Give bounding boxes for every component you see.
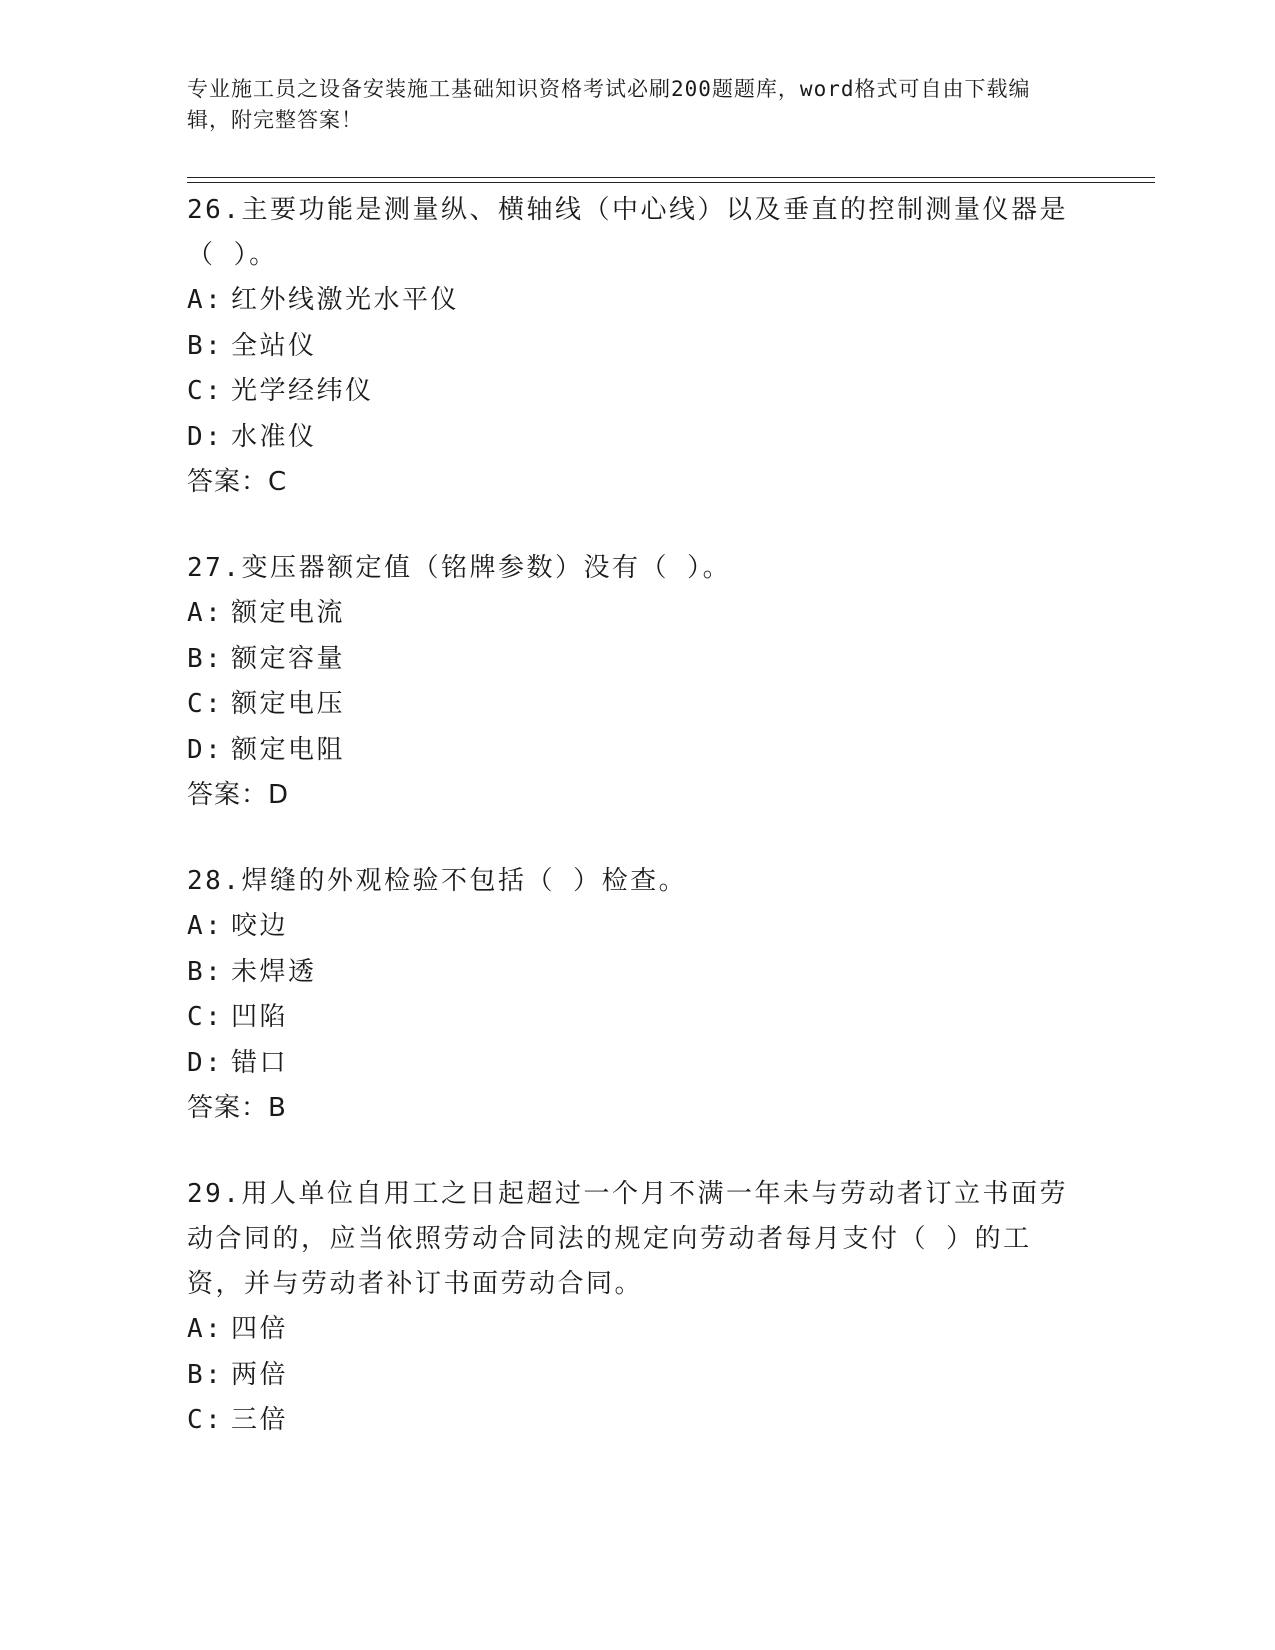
option-c: [187, 682, 1077, 728]
option-text: 额定电流: [231, 598, 346, 628]
option-key: C:: [187, 1002, 224, 1032]
option-d: [187, 1041, 1077, 1087]
option-text: 凹陷: [231, 1002, 289, 1032]
option-b: [187, 1353, 1077, 1399]
answer-line: 答案：B: [187, 1093, 287, 1123]
option-text: 两倍: [231, 1359, 289, 1390]
question-text: 26.主要功能是测量纵、横轴线（中心线）以及垂直的控制测量仪器是（ ）。: [187, 195, 1068, 270]
option-text: 咬边: [231, 911, 289, 941]
option-key: C:: [187, 1405, 224, 1435]
option-a: [187, 591, 1077, 637]
option-key: C:: [187, 376, 224, 406]
option-a: [187, 278, 1077, 324]
option-c: [187, 995, 1077, 1041]
question-text: 28.焊缝的外观检验不包括（ ）检查。: [187, 866, 688, 896]
option-text: 三倍: [231, 1405, 289, 1435]
document-header: 专业施工员之设备安装施工基础知识资格考试必刷200题题库，word格式可自由下载编辑，附完整答案！: [187, 77, 1031, 132]
option-c: [187, 1398, 1077, 1444]
option-text: 额定电阻: [231, 734, 346, 765]
header-divider-bottom: [187, 182, 1155, 183]
question-list: [187, 188, 1077, 1485]
option-b: [187, 637, 1077, 683]
option-a: [187, 904, 1077, 950]
option-key: D:: [187, 1047, 224, 1078]
question-29: [187, 1172, 1077, 1444]
option-key: B:: [187, 330, 224, 361]
option-a: [187, 1307, 1077, 1353]
option-key: D:: [187, 421, 224, 452]
option-text: 四倍: [231, 1314, 289, 1344]
option-text: 全站仪: [231, 330, 317, 361]
option-b: [187, 324, 1077, 370]
option-text: 额定容量: [231, 643, 346, 674]
option-c: [187, 369, 1077, 415]
header-divider-top: [187, 177, 1155, 178]
question-27: [187, 546, 1077, 818]
option-key: A:: [187, 285, 224, 315]
option-text: 光学经纬仪: [231, 376, 374, 406]
option-key: A:: [187, 1314, 224, 1344]
option-text: 错口: [231, 1047, 289, 1078]
option-text: 水准仪: [231, 421, 317, 452]
option-key: A:: [187, 911, 224, 941]
question-text: 29.用人单位自用工之日起超过一个月不满一年未与劳动者订立书面劳动合同的，应当依照劳动合同法的规定向劳动者每月支付（ ）的工资，并与劳动者补订书面劳动合同。: [187, 1179, 1068, 1299]
option-b: [187, 950, 1077, 996]
option-key: B:: [187, 956, 224, 987]
option-key: B:: [187, 1359, 224, 1390]
option-text: 额定电压: [231, 689, 346, 719]
question-text: 27.变压器额定值（铭牌参数）没有（ ）。: [187, 553, 732, 583]
option-key: D:: [187, 734, 224, 765]
question-28: [187, 859, 1077, 1131]
question-26: [187, 188, 1077, 505]
option-key: B:: [187, 643, 224, 674]
option-text: 未焊透: [231, 956, 317, 987]
option-text: 红外线激光水平仪: [231, 285, 460, 315]
answer-line: 答案：D: [187, 780, 290, 810]
option-key: C:: [187, 689, 224, 719]
answer-line: 答案：C: [187, 467, 288, 497]
option-key: A:: [187, 598, 224, 628]
option-d: [187, 728, 1077, 774]
option-d: [187, 415, 1077, 461]
